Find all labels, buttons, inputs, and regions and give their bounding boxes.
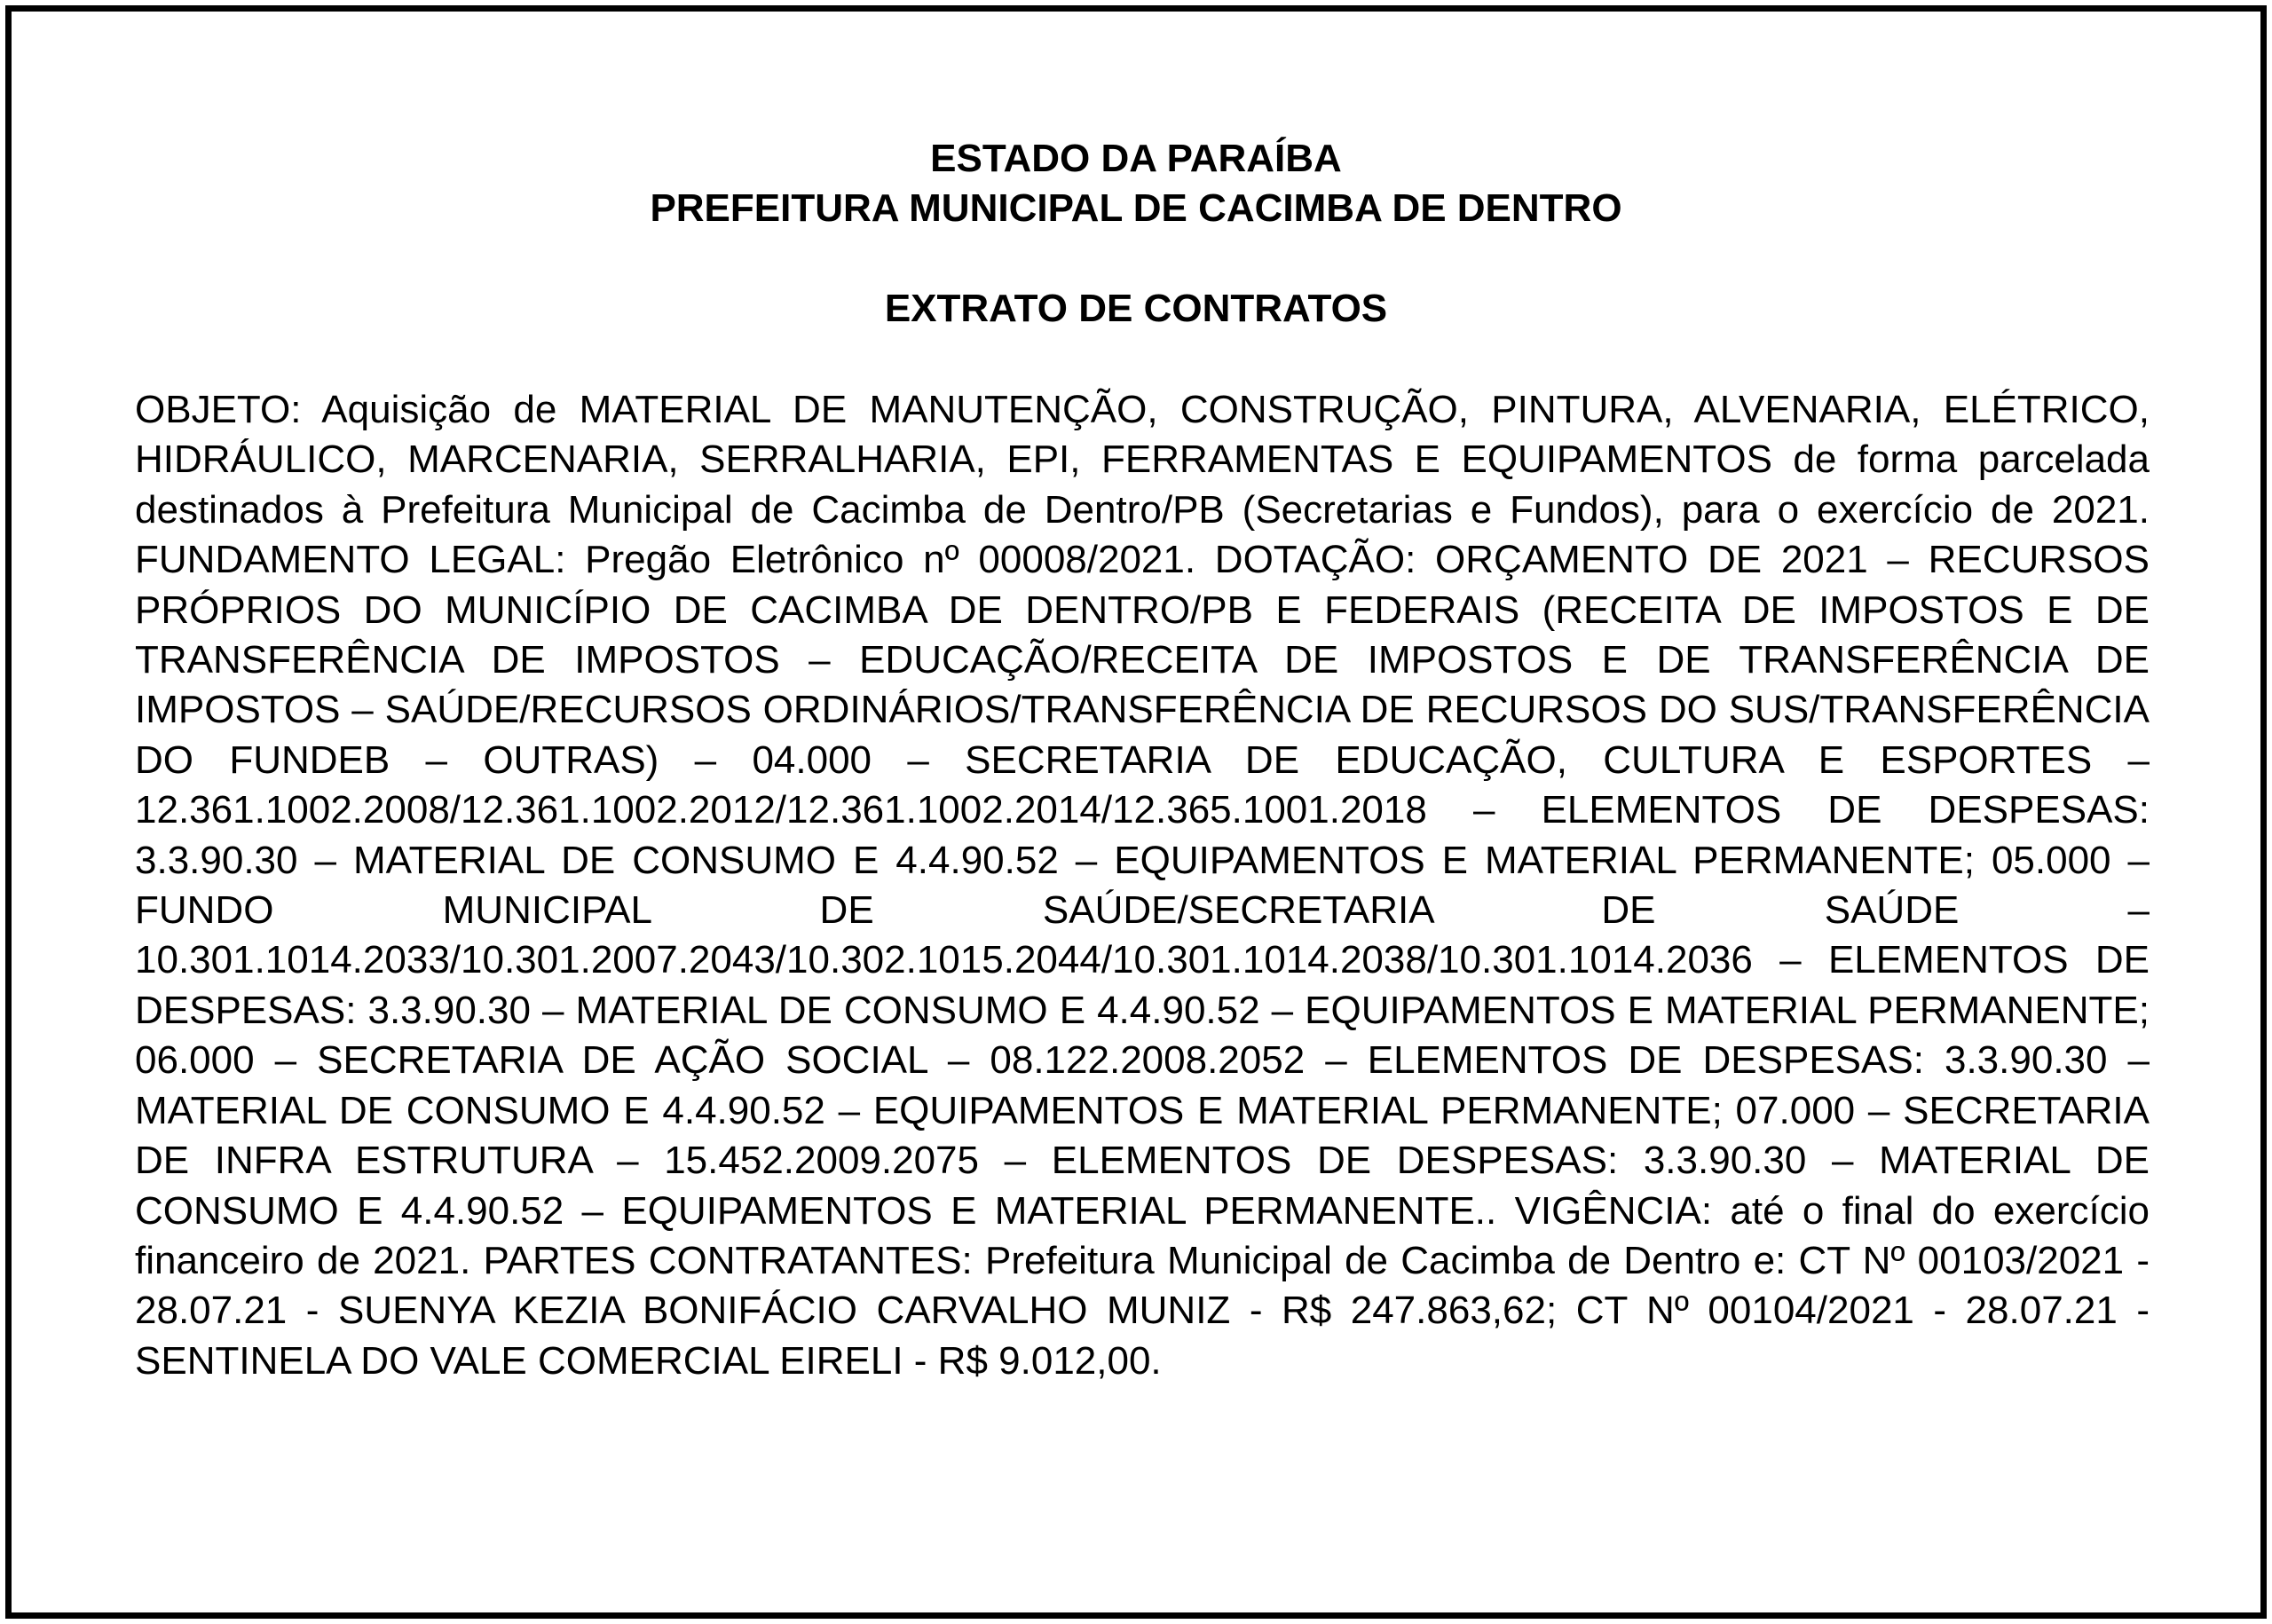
state-heading: ESTADO DA PARAÍBA bbox=[930, 137, 1342, 180]
document-header bbox=[12, 134, 2260, 233]
contract-extract-body: OBJETO: Aquisição de MATERIAL DE MANUTENÇÃO, CONSTRUÇÃO, PINTURA, ALVENARIA, ELÉTRICO, HIDRÁULICO, MARCENARIA, SERRALHARIA, EPI, FERRAMENTAS E EQUIPAMENTOS de forma parcelada destinados à Prefeitura Municipal de Cacimba de Dentro/PB (Secretarias e Fundos), para o exercício de 2021. FUNDAMENTO LEGAL: Pregão Eletrônico nº 00008/2021. DOTAÇÃO: ORÇAMENTO DE 2021 – RECURSOS PRÓPRIOS DO MUNICÍPIO DE CACIMBA DE DENTRO/PB E FEDERAIS (RECEITA DE IMPOSTOS E DE TRANSFERÊNCIA DE IMPOSTOS – EDUCAÇÃO/RECEITA DE IMPOSTOS E DE TRANSFERÊNCIA DE IMPOSTOS – SAÚDE/RECURSOS ORDINÁRIOS/TRANSFERÊNCIA DE RECURSOS DO SUS/TRANSFERÊNCIA DO FUNDEB – OUTRAS) – 04.000 – SECRETARIA DE EDUCAÇÃO, CULTURA E ESPORTES – 12.361.1002.2008/12.361.1002.2012/12.361.1002.2014/12.365.1001.2018 – ELEMENTOS DE DESPESAS: 3.3.90.30 – MATERIAL DE CONSUMO E 4.4.90.52 – EQUIPAMENTOS E MATERIAL PERMANENTE; 05.000 – FUNDO MUNICIPAL DE SAÚDE/SECRETARIA DE SAÚDE – 10.301.1014.2033/10.301.2007.2043/10.302.1015.2044/10.301.1014.2038/10.301.1014.2036 – ELEMENTOS DE DESPESAS: 3.3.90.30 – MATERIAL DE CONSUMO E 4.4.90.52 – EQUIPAMENTOS E MATERIAL PERMANENTE; 06.000 – SECRETARIA DE AÇÃO SOCIAL – 08.122.2008.2052 – ELEMENTOS DE DESPESAS: 3.3.90.30 – MATERIAL DE CONSUMO E 4.4.90.52 – EQUIPAMENTOS E MATERIAL PERMANENTE; 07.000 – SECRETARIA DE INFRA ESTRUTURA – 15.452.2009.2075 – ELEMENTOS DE DESPESAS: 3.3.90.30 – MATERIAL DE CONSUMO E 4.4.90.52 – EQUIPAMENTOS E MATERIAL PERMANENTE.. VIGÊNCIA: até o final do exercício financeiro de 2021. PARTES CONTRATANTES: Prefeitura Municipal de Cacimba de Dentro e: CT Nº 00103/2021 - 28.07.21 - SUENYA KEZIA BONIFÁCIO CARVALHO MUNIZ - R$ 247.863,62; CT Nº 00104/2021 - 28.07.21 - SENTINELA DO VALE COMERCIAL EIRELI - R$ 9.012,00. bbox=[135, 388, 2150, 1383]
document-title: EXTRATO DE CONTRATOS bbox=[884, 287, 1388, 330]
document-frame bbox=[5, 5, 2267, 1619]
municipality-heading: PREFEITURA MUNICIPAL DE CACIMBA DE DENTRO bbox=[650, 186, 1622, 230]
